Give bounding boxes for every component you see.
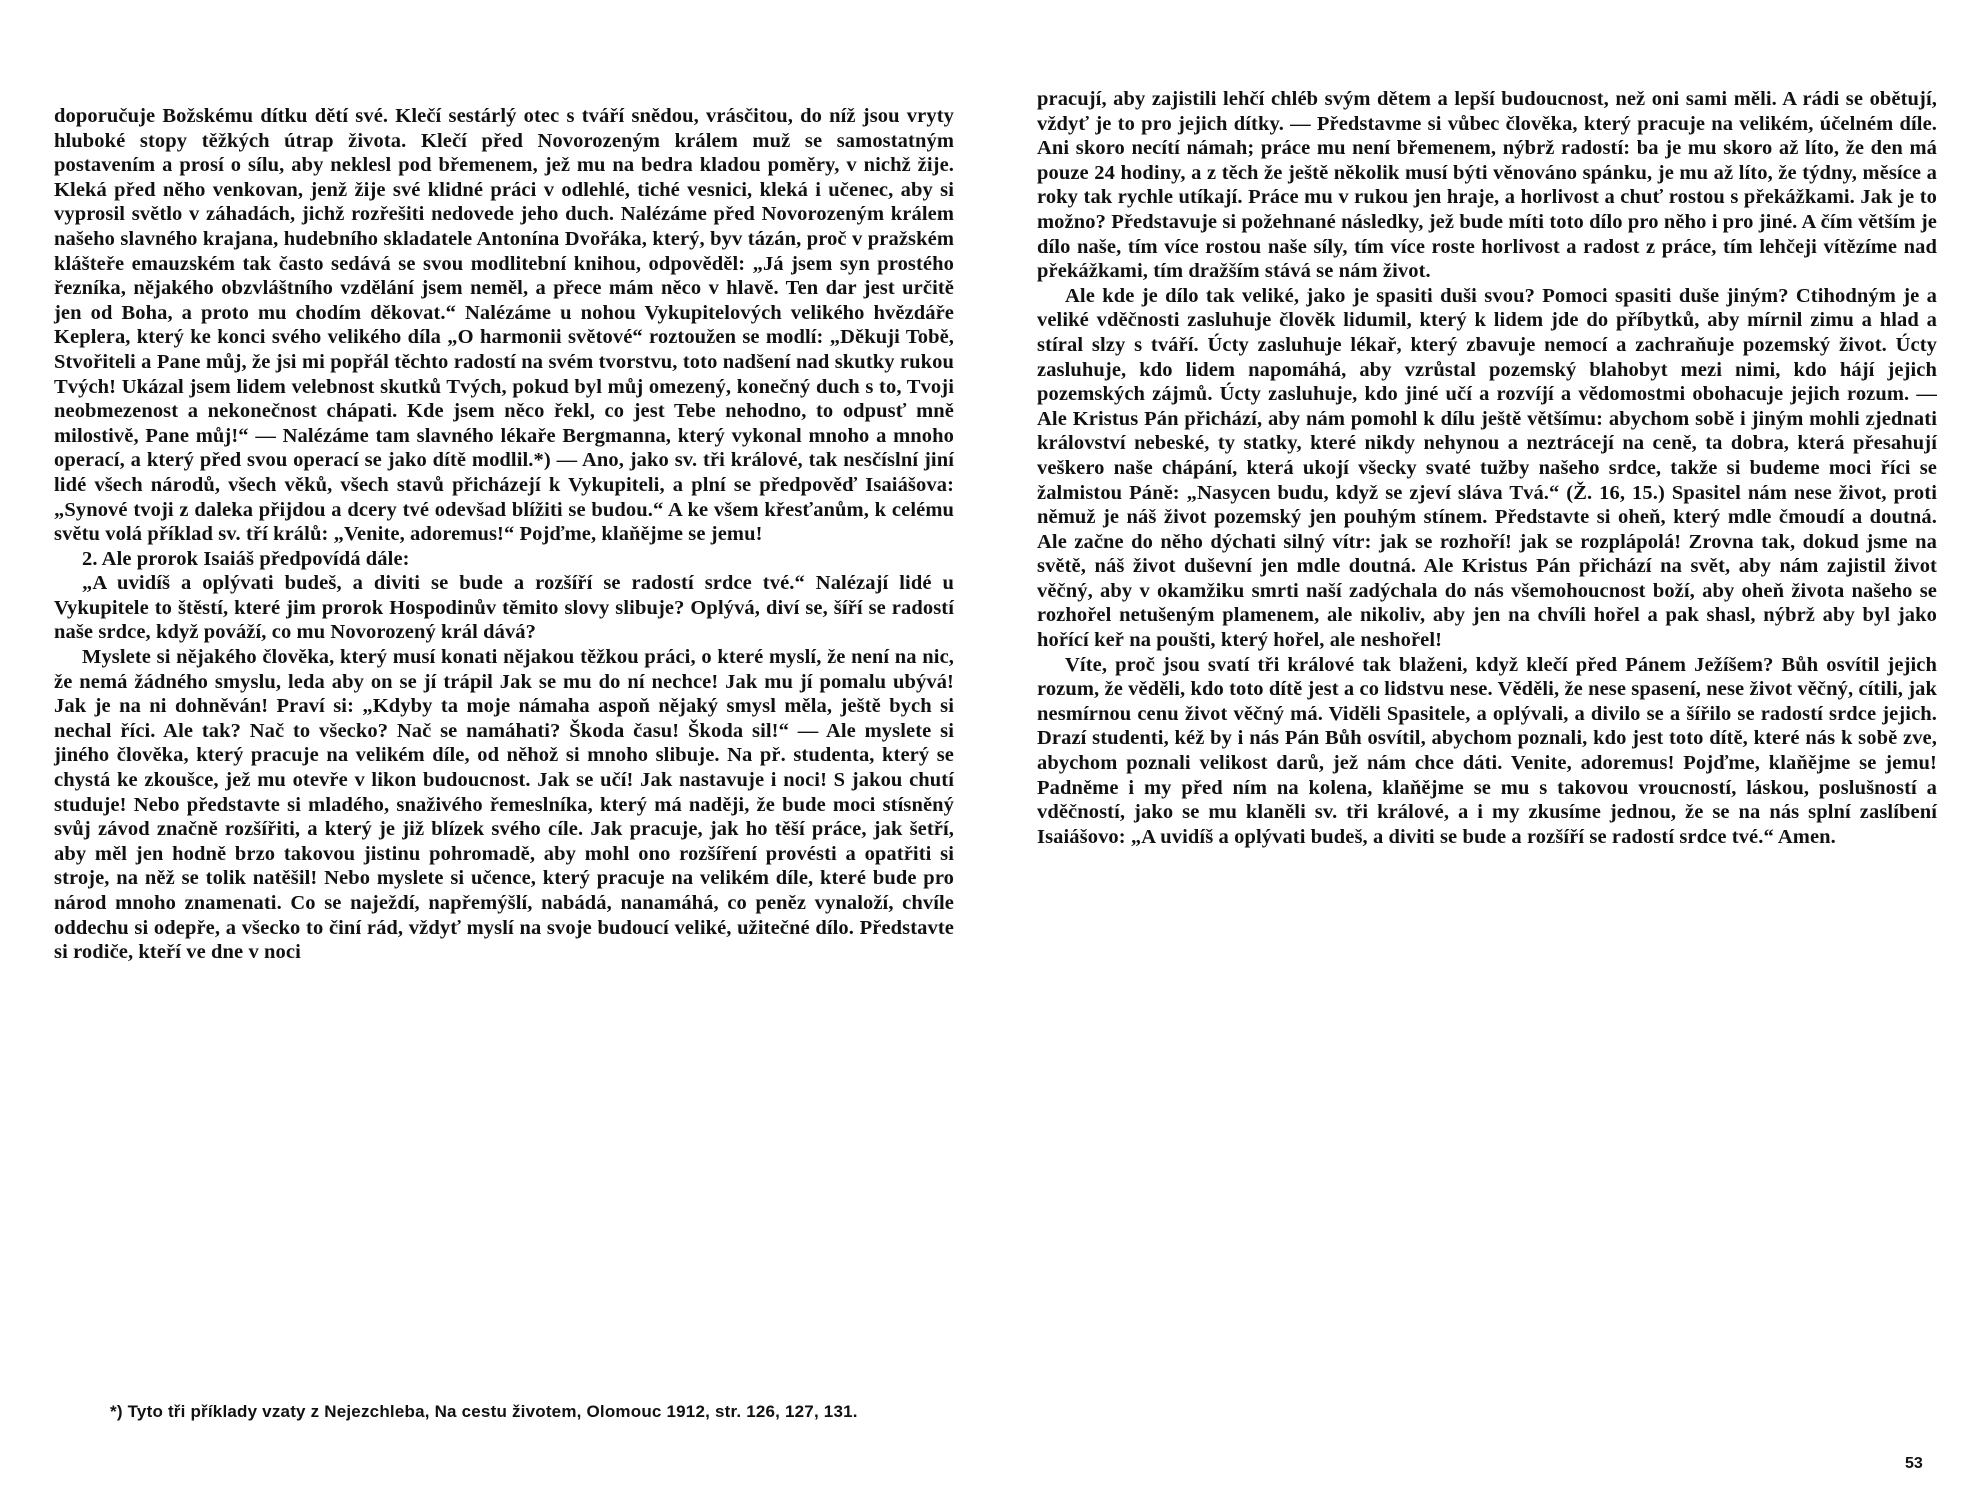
left-page-text xyxy=(54,104,954,965)
paragraph: 2. Ale prorok Isaiáš předpovídá dále: xyxy=(82,547,410,570)
paragraph: pracují, aby zajistili lehčí chléb svým dětem a lepší budoucnost, než oni sami měli. A rádi se obětují, vždyť je to pro jejich dítky. — Představme si vůbec člověka, který pracuje na velikém, účelném díle. Ani skoro necítí námah; práce mu není břemenem, nýbrž radostí: ba je mu skoro až líto, že den má pouze 24 hodiny, a z těch že ještě několik musí býti věnováno spánku, je mu až líto, že týdny, měsíce a roky tak rychle utíkají. Práce mu v rukou jen hraje, a horlivost a chuť rostou s překážkami. Jak je to možno? Představuje si požehnané následky, jež bude míti toto dílo pro něho i pro jiné. A čím větším je dílo naše, tím více rostou naše síly, tím více roste horlivost a radost z práce, tím lehčeji vítězíme nad překážkami, tím dražším stává se nám život. xyxy=(1037,88,1937,283)
paragraph: „A uvidíš a oplývati budeš, a diviti se bude a rozšíří se radostí srdce tvé.“ Nalézají lidé u Vykupitele to štěstí, které jim prorok Hospodinův těmito slovy slibuje? Oplývá, diví se, šíří se radostí naše srdce, když pováží, co mu Novorozený král dává? xyxy=(54,572,954,644)
paragraph: Víte, proč jsou svatí tři králové tak blaženi, když klečí před Pánem Ježíšem? Bůh osvítil jejich rozum, že věděli, kdo toto dítě jest a co lidstvu nese. Věděli, že nese spasení, nese život věčný, cítili, jak nesmírnou cenu život věčný má. Viděli Spasitele, a oplývali, a divilo se a šířilo se radostí srdce jejich. Drazí studenti, kéž by i nás Pán Bůh osvítil, abychom poznali, kdo jest toto dítě, které nás k sobě zve, abychom poznali velikost darů, jež nám chce dáti. Venite, adoremus! Pojďme, klaňějme se jemu! Padněme i my před ním na kolena, klaňějme se mu s takovou vroucností, láskou, poslušností a vděčností, jako se mu klaněli sv. tři králové, a i my zkusíme jednou, že se na nás splní zaslíbení Isaiášovo: „A uvidíš a oplývati budeš, a diviti se bude a rozšíří se radostí srdce tvé.“ Amen. xyxy=(1037,653,1937,848)
right-page-text xyxy=(1037,87,1937,849)
paragraph: Myslete si nějakého člověka, který musí konati nějakou těžkou práci, o které myslí, že není na nic, že nemá žádného smyslu, leda aby on se jí trápil Jak se mu do ní nechce! Jak mu jí pomalu ubývá! Jak je na ni dohněván! Praví si: „Kdyby ta moje námaha aspoň nějaký smysl měla, ještě bych si nechal říci. Ale tak? Nač to všecko? Nač se namáhati? Škoda času! Škoda sil!“ — Ale myslete si jiného člověka, který pracuje na velikém díle, od něhož si mnoho slibuje. Na př. studenta, který se chystá ke zkoušce, jež mu otevře v likon budoucnost. Jak se učí! Jak nastavuje i noci! S jakou chutí studuje! Nebo představte si mladého, snaživého řemeslníka, který má naději, že bude moci stísněný svůj závod značně rozšířiti, a který je již blízek svého cíle. Jak pracuje, jak ho těší práce, jak šetří, aby měl jen hodně brzo takovou jistinu pohromadě, aby mohl ono rozšíření provésti a opatřiti si stroje, na něž se tolik natěšil! Nebo myslete si učence, který pracuje na velikém díle, které bude pro národ mnoho znamenati. Co se naježdí, napřemýšlí, nabádá, nanamáhá, co peněz vynaloží, chvíle oddechu si odepře, a všecko to činí rád, vždyť myslí na svoje budoucí veliké, užitečné dílo. Představte si rodiče, kteří ve dne v noci xyxy=(54,646,954,964)
paragraph: doporučuje Božskému dítku dětí své. Klečí sestárlý otec s tváří snědou, vrásčitou, do níž jsou vryty hluboké stopy těžkých útrap života. Klečí před Novorozeným králem muž se samostatným postavením a prosí o sílu, aby neklesl pod břemenem, jež mu na bedra kladou poměry, v nichž žije. Kleká před něho venkovan, jenž žije své klidné práci v odlehlé, tiché vesnici, kleká i učenec, aby si vyprosil světlo v záhadách, jichž rozřešiti nedovede jeho duch. Nalézáme před Novorozeným králem našeho slavného krajana, hudebního skladatele Antonína Dvořáka, který, byv tázán, proč v pražském klášteře emauzském tak často sedává se svou modlitební knihou, odpověděl: „Já jsem syn prostého řezníka, nějakého obzvláštního vzdělání jsem neměl, a přece mám něco v hlavě. Ten dar jest určitě jen od Boha, a proto mu chodím děkovat.“ Nalézáme u nohou Vykupitelových velikého hvězdáře Keplera, který ke konci svého velikého díla „O harmonii světové“ roztoužen se modlí: „Děkuji Tobě, Stvořiteli a Pane můj, že jsi mi popřál těchto radostí na svém tvorstvu, toto nadšení nad skutky rukou Tvých! Ukázal jsem lidem velebnost skutků Tvých, pokud byl můj omezený, konečný duch s to, Tvoji neobmezenost a nekonečnost chápati. Kde jsem něco řekl, co jest Tebe nehodno, to odpusť mně milostivě, Pane můj!“ — Nalézáme tam slavného lékaře Bergmanna, který vykonal mnoho a mnoho operací, a který před svou operací se jako dítě modlil.*) — Ano, jako sv. tři králové, tak nesčíslní jiní lidé všech národů, všech věků, všech stavů přicházejí k Vykupiteli, a plní se předpověď Isaiášova: „Synové tvoji z daleka přijdou a dcery tvé odevšad blížiti se budou.“ A ke všem křesťanům, k celému světu volá příklad sv. tří králů: „Venite, adoremus!“ Pojďme, klaňějme se jemu! xyxy=(54,105,954,546)
footnote: *) Tyto tři příklady vzaty z Nejezchleba, Na cestu životem, Olomouc 1912, str. 126, 127, 131. xyxy=(110,1402,858,1421)
paragraph: Ale kde je dílo tak veliké, jako je spasiti duši svou? Pomoci spasiti duše jiným? Ctihodným je a veliké vděčnosti zasluhuje člověk lidumil, který k lidem jde do příbytků, aby mírnil zimu a hlad a stíral slzy s tváří. Úcty zasluhuje lékař, který zbavuje nemocí a zachraňuje pozemský život. Úcty zasluhuje, kdo lidem napomáhá, aby vzrůstal pozemský blahobyt mezi nimi, kdo hájí jejich pozemských zájmů. Úcty zasluhuje, kdo jiné učí a rozvíjí a vědomostmi obohacuje jejich rozum. — Ale Kristus Pán přichází, aby nám pomohl k dílu ještě většímu: abychom sobě i jiným mohli zjednati království nebeské, ty statky, které nikdy nehynou a neztrácejí na ceně, ta dobra, která přesahují veškero naše chápání, která ukojí všecky svaté tužby našeho srdce, takže si budeme moci říci se žalmistou Páně: „Nasycen budu, když se zjeví sláva Tvá.“ (Ž. 16, 15.) Spasitel nám nese život, proti němuž je náš život pozemský jen pouhým stínem. Představte si oheň, který mdle čmoudí a doutná. Ale začne do něho dýchati silný vítr: jak se rozhoří! jak se rozplápolá! Zrovna tak, dokud jsme na světě, náš život duševní jen mdle doutná. Ale Kristus Pán přichází na svět, aby nám zajistil život věčný, aby v okamžiku smrti naší zadýchala do nás všemohoucnost boží, aby oheň života našeho se rozhořel netušeným plamenem, ale nikoliv, aby jen na chvíli hořel a pak shasl, nýbrž aby byl jako hořící keř na poušti, který hořel, ale neshořel! xyxy=(1037,284,1937,652)
page-number: 53 xyxy=(1905,1455,1923,1472)
